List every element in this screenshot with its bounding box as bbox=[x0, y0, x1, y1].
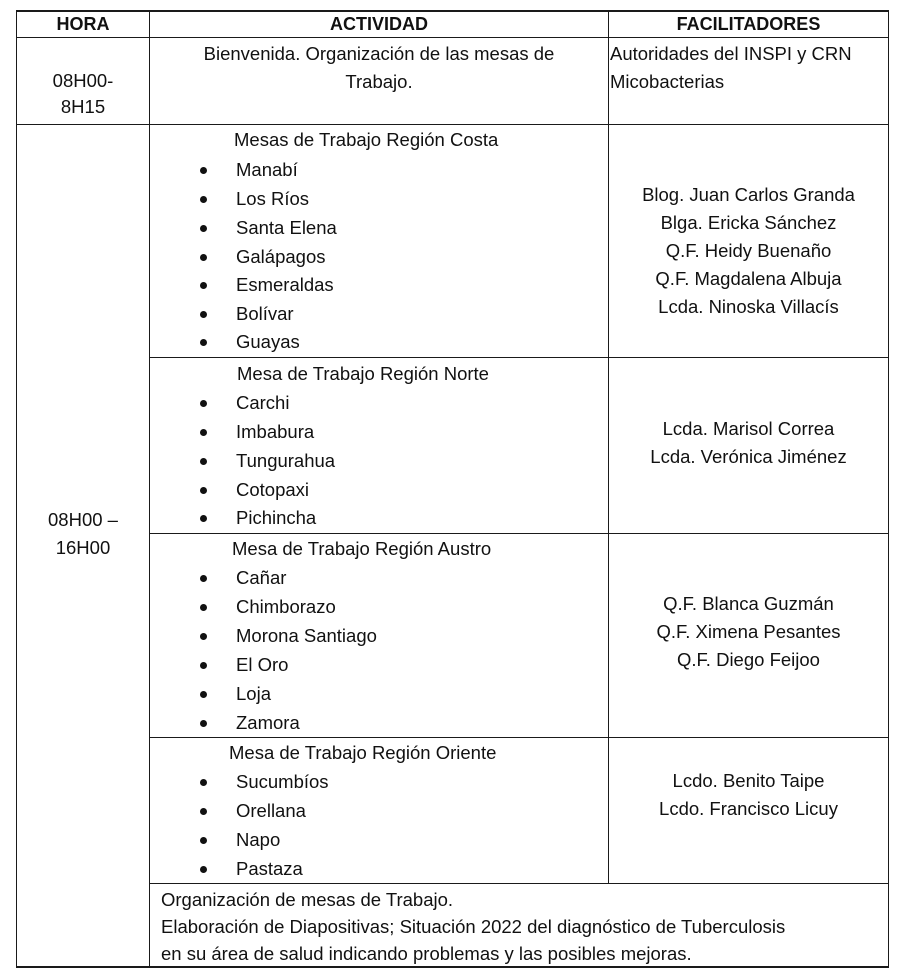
table-border bbox=[149, 357, 889, 358]
mesa-item: Cañar bbox=[236, 567, 287, 588]
final-text-line: en su área de salud indicando problemas y las posibles mejoras. bbox=[161, 943, 692, 964]
row1-hora-line: 8H15 bbox=[60, 96, 106, 117]
table-border bbox=[149, 883, 889, 884]
facilitador: Blog. Juan Carlos Granda bbox=[642, 184, 855, 205]
mesa-item: El Oro bbox=[236, 654, 289, 675]
mesa-title: Mesa de Trabajo Región Oriente bbox=[229, 742, 497, 763]
mesa-item: Esmeraldas bbox=[236, 274, 334, 295]
bullet-icon bbox=[200, 339, 207, 346]
bullet-icon bbox=[200, 458, 207, 465]
bullet-icon bbox=[200, 720, 207, 727]
bullet-icon bbox=[200, 691, 207, 698]
bullet-icon bbox=[200, 225, 207, 232]
mesa-item: Pichincha bbox=[236, 507, 317, 528]
facilitador: Blga. Ericka Sánchez bbox=[660, 212, 837, 233]
bullet-icon bbox=[200, 167, 207, 174]
table-border bbox=[149, 533, 889, 534]
mesa-item: Morona Santiago bbox=[236, 625, 377, 646]
mesa-title: Mesa de Trabajo Región Austro bbox=[232, 538, 492, 559]
row1-hora-line: 08H00- bbox=[52, 70, 114, 91]
mesa-item: Manabí bbox=[236, 159, 298, 180]
bullet-icon bbox=[200, 779, 207, 786]
table-border bbox=[16, 10, 17, 968]
bullet-icon bbox=[200, 515, 207, 522]
facilitador: Lcda. Marisol Correa bbox=[662, 418, 835, 439]
facilitador: Lcda. Verónica Jiménez bbox=[650, 446, 847, 467]
bullet-icon bbox=[200, 837, 207, 844]
facilitador: Q.F. Heidy Buenaño bbox=[665, 240, 832, 261]
mesa-item: Chimborazo bbox=[236, 596, 336, 617]
mesa-item: Tungurahua bbox=[236, 450, 336, 471]
facilitador: Q.F. Ximena Pesantes bbox=[656, 621, 841, 642]
mesa-item: Sucumbíos bbox=[236, 771, 329, 792]
mesa-item: Galápagos bbox=[236, 246, 326, 267]
bullet-icon bbox=[200, 282, 207, 289]
facilitador: Lcda. Ninoska Villacís bbox=[658, 296, 839, 317]
mesa-item: Imbabura bbox=[236, 421, 315, 442]
mesa-item: Los Ríos bbox=[236, 188, 310, 209]
bullet-icon bbox=[200, 866, 207, 873]
row1-facilitadores-line: Micobacterias bbox=[610, 71, 725, 92]
mesa-item: Napo bbox=[236, 829, 281, 850]
mesa-item: Santa Elena bbox=[236, 217, 337, 238]
mesa-item: Orellana bbox=[236, 800, 306, 821]
facilitador: Lcdo. Benito Taipe bbox=[672, 770, 825, 791]
facilitador: Lcdo. Francisco Licuy bbox=[659, 798, 838, 819]
header-actividad: ACTIVIDAD bbox=[330, 14, 428, 34]
final-text-line: Elaboración de Diapositivas; Situación 2022 del diagnóstico de Tuberculosis bbox=[161, 916, 786, 937]
table-border bbox=[888, 10, 889, 968]
bullet-icon bbox=[200, 662, 207, 669]
mesa-item: Carchi bbox=[236, 392, 290, 413]
bullet-icon bbox=[200, 633, 207, 640]
mesa-item: Zamora bbox=[236, 712, 300, 733]
bullet-icon bbox=[200, 604, 207, 611]
facilitador: Q.F. Diego Feijoo bbox=[677, 649, 820, 670]
bullet-icon bbox=[200, 429, 207, 436]
bullet-icon bbox=[200, 487, 207, 494]
bullet-icon bbox=[200, 808, 207, 815]
final-text-line: Organización de mesas de Trabajo. bbox=[161, 889, 454, 910]
table-border bbox=[149, 737, 889, 738]
row1-facilitadores-line: Autoridades del INSPI y CRN bbox=[610, 43, 852, 64]
mesa-item: Guayas bbox=[236, 331, 300, 352]
bullet-icon bbox=[200, 196, 207, 203]
table-border bbox=[149, 10, 150, 968]
mesa-item: Pastaza bbox=[236, 858, 303, 879]
facilitador: Q.F. Blanca Guzmán bbox=[663, 593, 834, 614]
bullet-icon bbox=[200, 254, 207, 261]
row1-actividad-line: Bienvenida. Organización de las mesas de bbox=[203, 43, 555, 64]
mesa-item: Bolívar bbox=[236, 303, 294, 324]
main-hora-line: 08H00 – bbox=[48, 509, 118, 530]
bullet-icon bbox=[200, 575, 207, 582]
header-hora: HORA bbox=[56, 14, 110, 34]
bullet-icon bbox=[200, 400, 207, 407]
mesa-item: Cotopaxi bbox=[236, 479, 310, 500]
main-hora-line: 16H00 bbox=[55, 537, 111, 558]
table-border bbox=[16, 124, 889, 125]
mesa-title: Mesas de Trabajo Región Costa bbox=[234, 129, 499, 150]
mesa-item: Loja bbox=[236, 683, 271, 704]
facilitador: Q.F. Magdalena Albuja bbox=[655, 268, 842, 289]
bullet-icon bbox=[200, 311, 207, 318]
header-facilitadores: FACILITADORES bbox=[676, 14, 821, 34]
row1-actividad-line: Trabajo. bbox=[345, 71, 413, 92]
mesa-title: Mesa de Trabajo Región Norte bbox=[237, 363, 489, 384]
table-border bbox=[16, 37, 889, 38]
